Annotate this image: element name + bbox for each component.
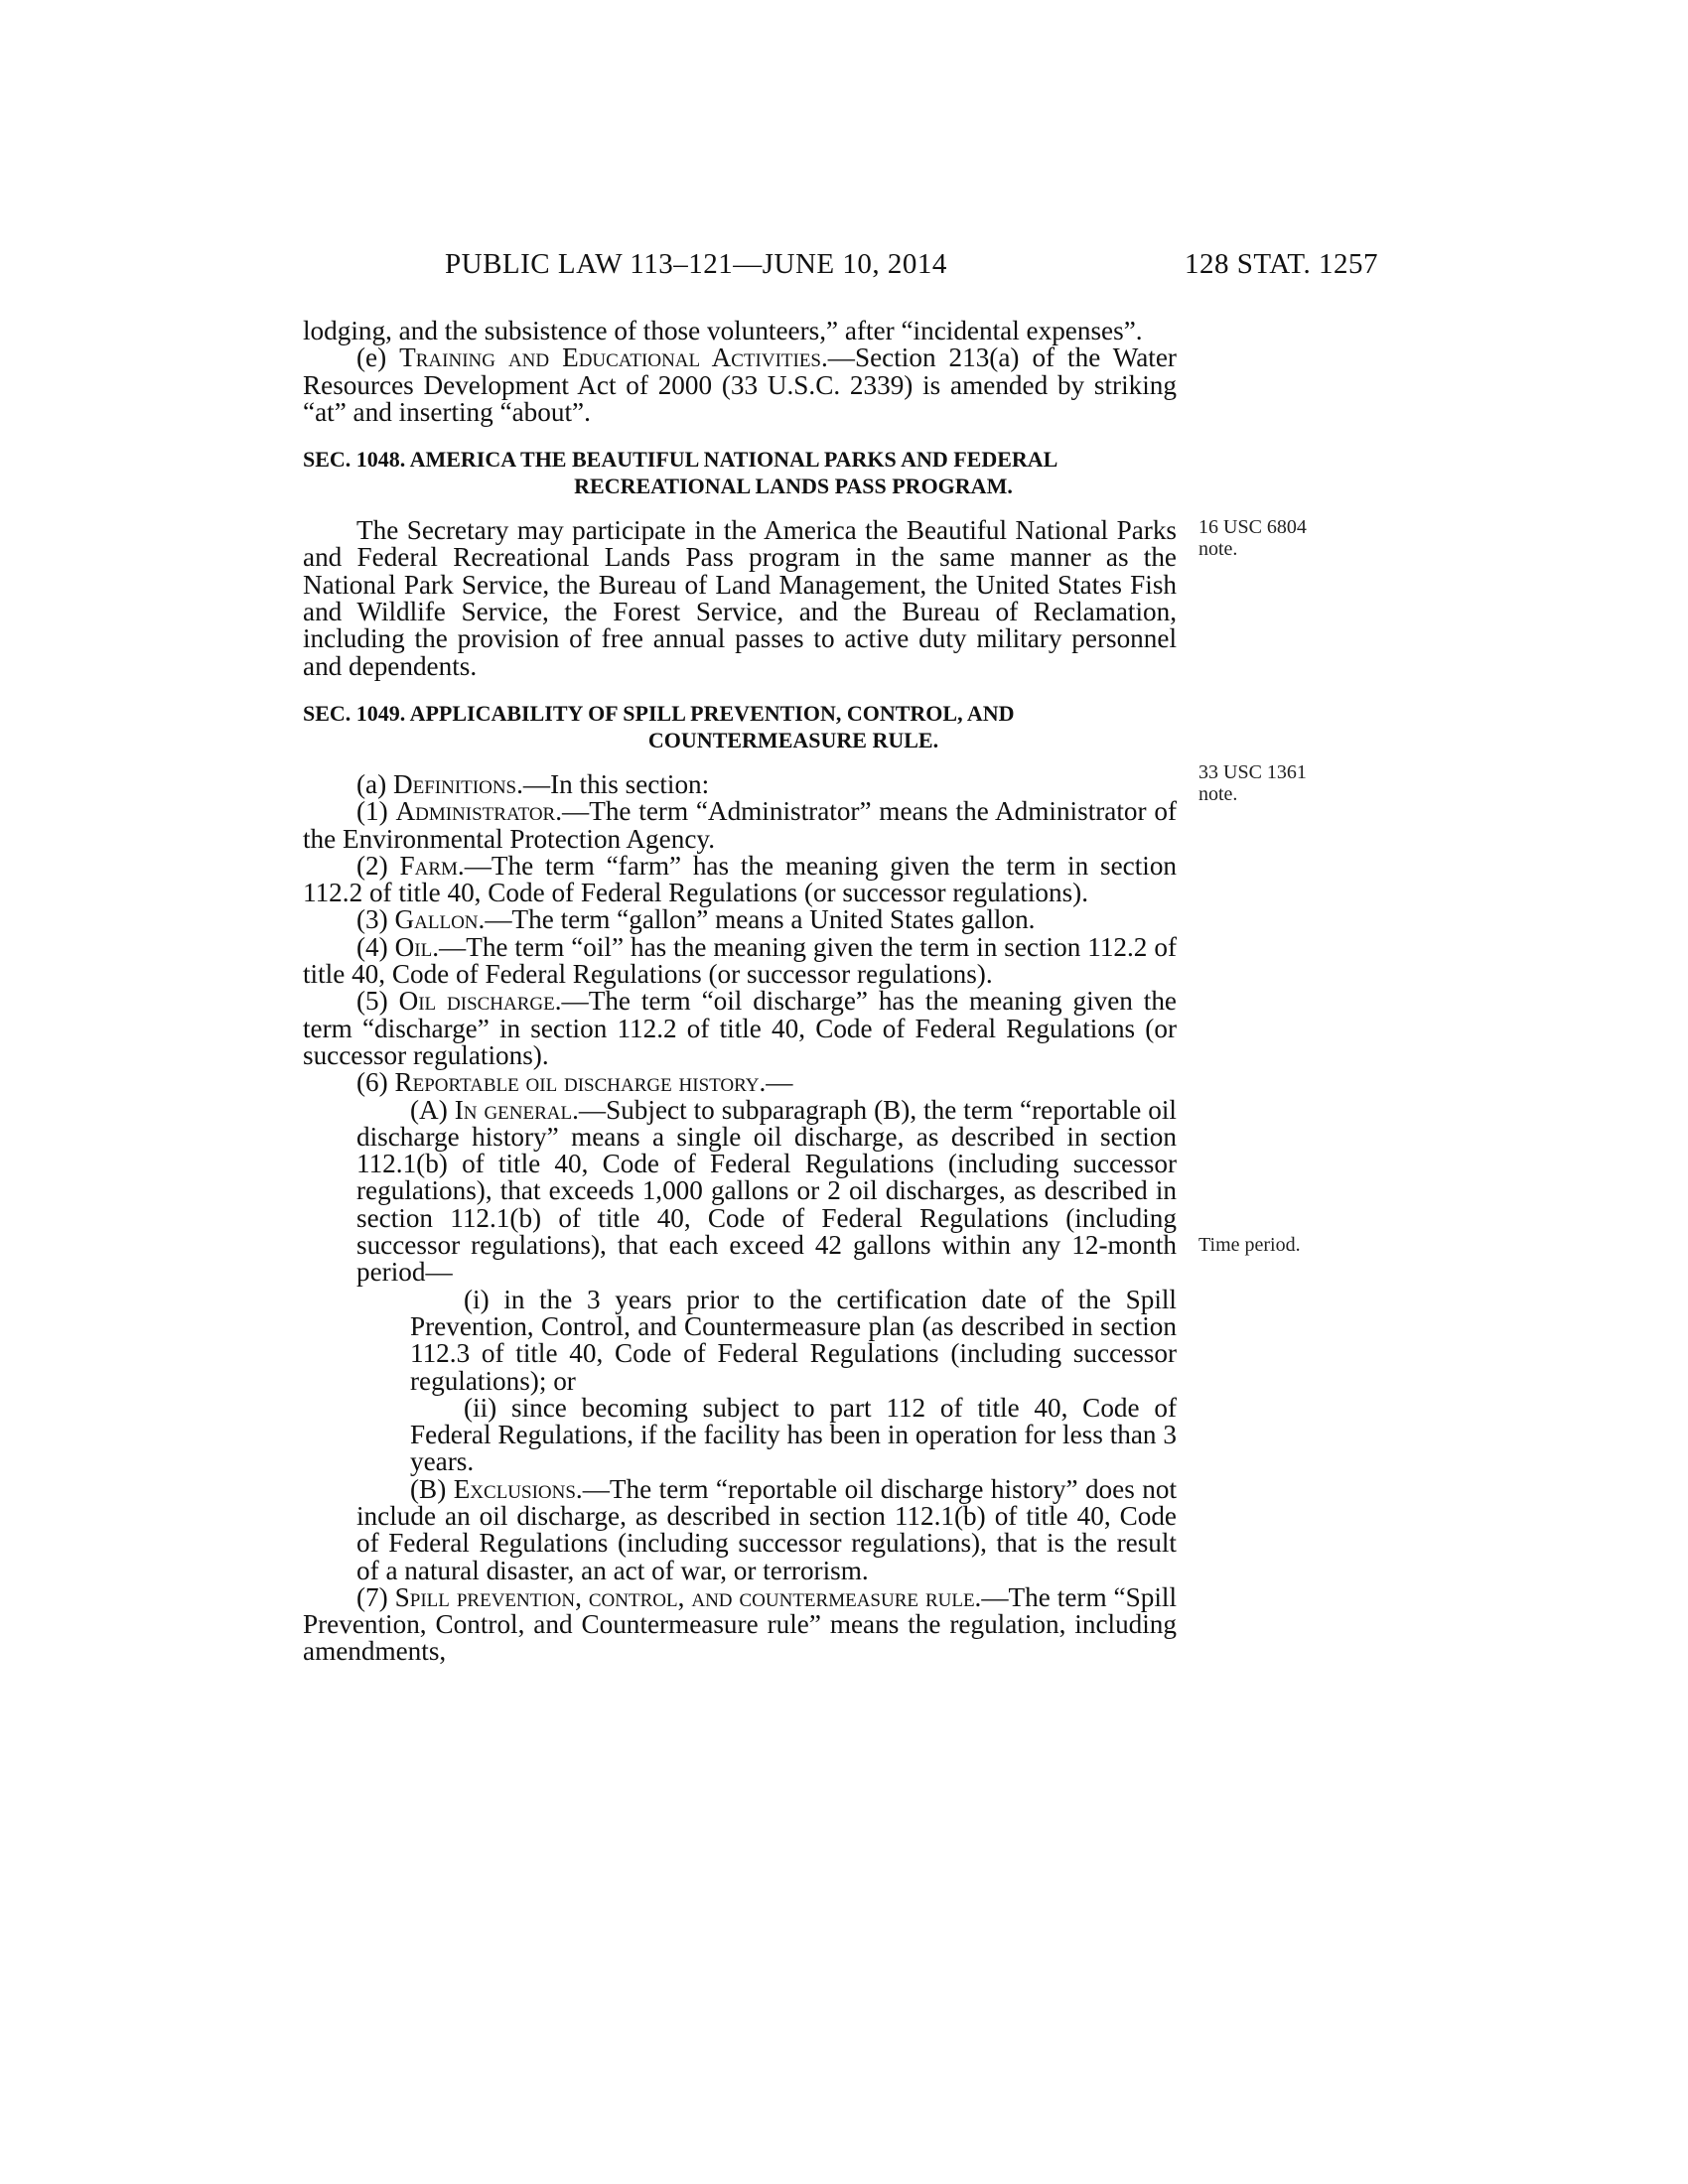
section-heading-line2: RECREATIONAL LANDS PASS PROGRAM. xyxy=(574,474,1013,499)
subparagraph-text: —Subject to subparagraph (B), the term “reportable oil discharge history” means a single oil discharge, as described in section 112.1(b) of title 40, Code of Federal Regulations (including successor regulations), that exceeds 1,000 gallons or 2 oil discharges, as described in section 112.1(b) of title 40, Code of Federal Regulations (including successor regulations), that each exceed 42 gallons within any 12-month period— xyxy=(356,1094,1177,1288)
margin-note-time-period xyxy=(1198,1234,1301,1256)
paragraph-e xyxy=(303,344,1177,426)
section-heading-line2: COUNTERMEASURE RULE. xyxy=(647,727,939,752)
document-body xyxy=(303,318,1177,1666)
definition-heading: Administrator. xyxy=(395,796,563,827)
margin-note-33-usc xyxy=(1198,761,1307,805)
section-heading-line1: SEC. 1048. AMERICA THE BEAUTIFUL NATIONAL PARKS AND FEDERAL xyxy=(303,447,1058,473)
definition-2 xyxy=(303,850,1178,908)
subparagraph-heading: Exclusions. xyxy=(453,1473,583,1504)
definition-label: (7) xyxy=(356,1581,395,1612)
margin-note-line: 16 USC 6804 xyxy=(1198,516,1307,538)
clause-ii: (ii) since becoming subject to part 112 of title 40, Code of Federal Regulations, if the facility has been in operation for less than 3 years. xyxy=(410,1392,1177,1477)
definition-4 xyxy=(303,931,1177,990)
section-1049-heading xyxy=(303,700,1177,753)
definition-text: —The term “oil” has the meaning given the term in section 112.2 of title 40, Code of Federal Regulations (or successor regulations). xyxy=(303,931,1177,990)
definition-label: (6) xyxy=(356,1067,395,1098)
definition-label: (2) xyxy=(356,850,400,881)
paragraph-label: (e) xyxy=(356,342,400,373)
margin-note-line: note. xyxy=(1198,783,1238,805)
definition-heading: Farm. xyxy=(399,850,465,881)
definition-label: (4) xyxy=(356,931,395,962)
definition-label: (5) xyxy=(356,986,399,1017)
section-1048-heading xyxy=(303,446,1177,499)
section-1048-body: The Secretary may participate in the America the Beautiful National Parks and Federal Recreational Lands Pass program in the same manner as the National Park Service, the Bureau of Land Management, the United States Fish and Wildlife Service, the Forest Service, and the Bureau of Reclamation, including the provision of free annual passes to active duty military personnel and dependents. xyxy=(303,515,1177,681)
subsection-a xyxy=(303,768,1177,799)
definition-label: (3) xyxy=(356,904,395,935)
definition-text: —The term “Administrator” means the Administrator of the Environmental Protection Agency. xyxy=(303,796,1177,854)
subparagraph-label: (B) xyxy=(410,1473,454,1504)
statute-page-number: 128 STAT. 1257 xyxy=(1184,248,1378,280)
definition-1 xyxy=(303,798,1177,853)
definition-label: (1) xyxy=(356,796,396,827)
margin-note-line: 33 USC 1361 xyxy=(1198,761,1307,783)
definition-heading: Oil discharge. xyxy=(398,986,562,1017)
subparagraph-label: (A) xyxy=(410,1094,455,1125)
definition-text: —The term “Spill Prevention, Control, and Countermeasure rule” means the regulation, including amendments, xyxy=(303,1581,1177,1667)
definition-3 xyxy=(303,906,1177,933)
definition-text: — xyxy=(766,1067,793,1098)
definition-7 xyxy=(303,1581,1177,1667)
definition-heading: Gallon. xyxy=(394,904,486,935)
subparagraph-text: —The term “reportable oil discharge history” does not include an oil discharge, as described in section 112.1(b) of title 40, Code of Federal Regulations (including successor regulations), that is the result of a natural disaster, an act of war, or terrorism. xyxy=(356,1473,1177,1585)
subparagraph-6A xyxy=(303,1094,1177,1288)
paragraph-continuation: lodging, and the subsistence of those volunteers,” after “incidental expenses”. xyxy=(303,316,1143,345)
definition-text: —The term “oil discharge” has the meaning given the term “discharge” in section 112.2 of title 40, Code of Federal Regulations (or successor regulations). xyxy=(303,986,1177,1070)
paragraph-text: —Section 213(a) of the Water Resources Development Act of 2000 (33 U.S.C. 2339) is amended by striking “at” and inserting “about”. xyxy=(303,342,1177,427)
subparagraph-heading: In general. xyxy=(454,1094,579,1125)
definition-text: —The term “farm” has the meaning given the term in section 112.2 of title 40, Code of Federal Regulations (or successor regulations). xyxy=(303,850,1178,908)
definition-5 xyxy=(303,988,1177,1069)
section-heading-line1: SEC. 1049. APPLICABILITY OF SPILL PREVENTION, CONTROL, AND xyxy=(303,700,1015,726)
page-header xyxy=(445,248,1378,288)
subsection-heading: Definitions. xyxy=(392,768,523,799)
definition-6 xyxy=(303,1069,1177,1096)
margin-note-16-usc xyxy=(1198,516,1307,560)
definition-heading: Oil. xyxy=(394,931,440,962)
subsection-label: (a) xyxy=(356,768,393,799)
margin-note-line: note. xyxy=(1198,538,1238,560)
margin-note-line: Time period. xyxy=(1198,1234,1301,1256)
definition-heading: Spill prevention, control, and countermeasure rule. xyxy=(394,1581,982,1612)
definition-text: —The term “gallon” means a United States gallon. xyxy=(485,904,1036,935)
clause-i: (i) in the 3 years prior to the certification date of the Spill Prevention, Control, and Countermeasure plan (as described in section 112.3 of title 40, Code of Federal Regulations (including successor regulations); or xyxy=(410,1284,1177,1396)
paragraph-heading: Training and Educational Activities. xyxy=(399,342,828,373)
definition-heading: Reportable oil discharge history. xyxy=(394,1067,767,1098)
subsection-text: —In this section: xyxy=(522,768,710,799)
subparagraph-6B xyxy=(303,1473,1177,1585)
public-law-citation: PUBLIC LAW 113–121—JUNE 10, 2014 xyxy=(445,248,947,280)
